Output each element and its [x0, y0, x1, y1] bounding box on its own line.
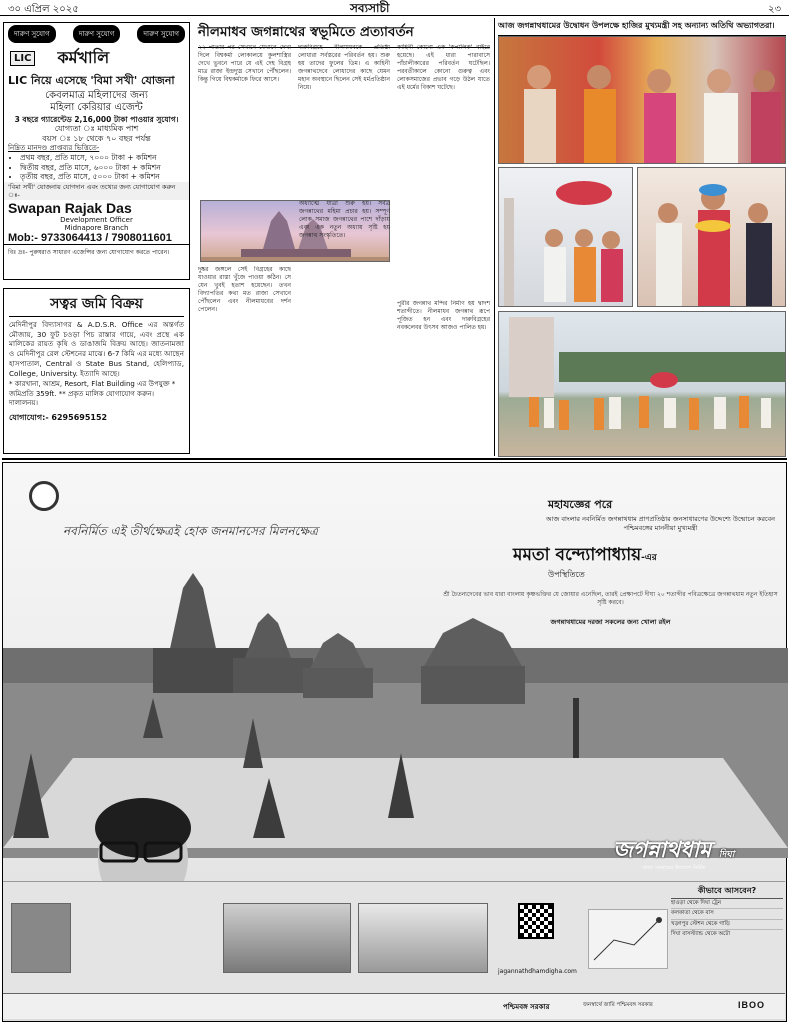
jagannath-dham-ad [2, 462, 787, 1022]
ad-note: বিঃ দ্রঃ- পুরুষরাও সাধারণ এজেন্সির জন্য যোগাযোগ করতে পারেন। [4, 244, 189, 260]
thumbnail-temple [11, 903, 71, 973]
ad-line: কেবলমাত্র মহিলাদের জন্য [45, 89, 148, 101]
issue-date: ৩০ এপ্রিল ২০২৫ [8, 4, 79, 15]
ad-subheading: আজ বাংলার নবনির্মিত জগন্নাথধাম প্রাণপ্রতিষ্ঠার জনসাধারণের উদ্দেশ্যে উন্মোচন করবেন পশ্চিমবঙ্গের মাননীয়া মুখ্যমন্ত্রী [545, 515, 776, 533]
footer-note: জনস্বার্থে জারি পশ্চিমবঙ্গ সরকার [583, 1002, 653, 1008]
state-emblem-icon [29, 481, 59, 511]
ad-line: 3 বছরে গ্যারেন্টেড 2,16,000 টাকা পাওয়ার সুযোগ। [14, 114, 179, 124]
article-column: দুষ্কর জঙ্গলে সেই বিগ্রহের কাছে যাওয়ার রাস্তা খুঁজে পাওয়া কঠিন। সে যেন খুবই হতাশ হয়েছেন। তখন বিদ্যাপতির কথা মত রাজা সেখানে পৌঁছলেন এবং নীলমাধবের দর্শন পেলেন। [198, 266, 291, 314]
presence-text: উপস্থিতিতে [548, 570, 585, 579]
salary-item: • প্রথম বছর, প্রতি মাসে, ৭০০০ টাকা + কমিশন [20, 153, 189, 163]
section-rule [2, 458, 787, 460]
salary-item: • দ্বিতীয় বছর, প্রতি মাসে, ৬০০০ টাকা + কমিশন [20, 163, 189, 173]
ad-tagline: নবনির্মিত এই তীর্থক্ষেত্রই হোক জনমানসের মিলনক্ষেত্র [63, 524, 318, 538]
ad-line: যোগ্যতা ঃ মাধ্যমিক পাশ [54, 124, 139, 134]
thumbnail-spire [223, 903, 351, 973]
land-title: সত্বর জমি বিক্রয় [9, 292, 184, 317]
contact-mobile: Mob:- 9733064413 / 7908011601 [8, 232, 172, 245]
cm-name-suffix: -এর [641, 553, 657, 563]
visit-box [671, 885, 783, 981]
visit-item: দিঘা বাসস্ট্যান্ড থেকে অটো [671, 931, 730, 938]
lic-logo: LIC [10, 51, 35, 66]
article-column: অধ্যাত্মে যাত্রা শুরু হয়। সর্বত্র জগন্নাথের মহিমা প্রচার হয়। সম্পূর্ণ লোক সমাজ জগন্নাথের পাশে দাঁড়ায় এবং এক নতুন অধ্যায় সৃষ্টি হয় জগন্নাথ সংস্কৃতিতে। [299, 200, 390, 240]
ad-title: কর্মখালি [57, 48, 110, 67]
route-map [588, 909, 668, 969]
ad-heading: মহাযজ্ঞের পরে [548, 498, 613, 511]
cm-name-text: মমতা বন্দ্যোপাধ্যায় [513, 545, 642, 565]
procession-photo [498, 311, 786, 457]
visit-item: খড়্গপুর স্টেশন থেকে গাড়ি [671, 920, 783, 930]
ad-footer [3, 993, 785, 1019]
article-column: কাহিনী কোনো এক 'কপালিক' বাইরে হয়েছে। এই ধারা পারাবাসে পাঁচালীকারের পরিবর্তন ঘটেছিল। পরবর্তীকালে কোনো গুরুত্ব এবং লোকসমাজের প্রভাব গড়ে উঠল যাতে এই ধর্মের বিকাশ ঘটেছে। [397, 44, 490, 92]
qr-code-icon [518, 903, 554, 939]
contact-designation: Development Officer [60, 216, 133, 225]
ad-line: নিম্নিত মানদণ্ড প্রাপ্তব্যর ভিত্তিতে- [8, 144, 100, 153]
brand-note: রাজ্য সরকারের উদ্যোগে নির্মিত [643, 865, 706, 871]
article-column: দারুবিগ্রহে নীলমাধবকে প্রতিষ্ঠা লোধারা সর্বস্তরের পরিবর্তন হয়। শুরু হয় তাদের ফুলের ডিম। এ কাহিনী জগন্নাথদেবে লোধাদের কাছে যেমন মহান অবস্থানে ছিলেন সেই ধর্মপ্রতিষ্ঠান নিয়ে। [298, 44, 390, 92]
page-header [0, 0, 789, 16]
lic-job-ad [3, 22, 190, 280]
tag-row [4, 23, 189, 45]
ad-line: 'বিমা সখী' যোজনায় যোগদান এবং তথ্যের জন্য যোগাযোগ করুন ঃ- [4, 182, 189, 200]
salary-item: • তৃতীয় বছর, প্রতি মাসে, ৫০০০ টাকা + কমিশন [20, 172, 189, 182]
article-column: ২২ পাতার পর সেখানে যেখানে দেখা দিলে বিশ্বকর্মা লোকালয়ে কুলশাস্ত্রির দেখে ভুবনে পারে যে এই দেহ বিগ্রহ মাত্র রাজা ইন্দ্রদ্যুম্ন সেখানে পৌঁছলেন। কিন্তু গিয়ে বিশ্বকর্মাকে ফিরে আসে। [198, 44, 291, 84]
website-link[interactable]: jagannathdhamdigha.com [498, 968, 577, 975]
visit-item: হাওড়া থেকে দিঘা ট্রেন [671, 899, 783, 909]
visit-item: কলকাতা থেকে বাস [671, 909, 783, 919]
masthead: সব্যসাচী [350, 1, 390, 15]
brand-subtitle: দিঘা [718, 850, 735, 860]
thumbnail-beach [358, 903, 488, 973]
event-photo-main [498, 36, 786, 164]
ad-line: মহিলা কেরিয়ার এজেন্ট [50, 102, 143, 114]
column-rule [494, 18, 495, 456]
land-contact: যোগাযোগ:- 6295695152 [9, 412, 108, 422]
ad-line: LIC নিয়ে এসেছে 'বিমা সখী' যোজনা [8, 74, 175, 87]
event-photo-3 [637, 167, 786, 307]
visit-title: কীভাবে আসবেন? [671, 885, 783, 899]
ad-invite: জগন্নাথধামের দরজা সকলের জন্য খোলা রইল [550, 618, 671, 626]
tag-label: দারুণ সুযোগ [73, 25, 121, 43]
ad-line: বয়স ঃ ১৮ থেকে ৭০ বছর পর্যন্ত [42, 134, 151, 144]
article-headline: নীলমাধব জগন্নাথের স্বভূমিতে প্রত্যাবর্তন [198, 21, 490, 48]
land-sale-ad [3, 288, 190, 454]
land-note: * কারখানা, আশ্রম, Resort, Flat Building এর উপযুক্ত * জমিপ্রতি 359ft. ** প্রকৃত মালিক যোগাযোগ করুন। দালালনয়। [9, 380, 176, 408]
land-body: মেদিনীপুর বিদ্যাসাগর & A.D.S.R. Office এর অন্তর্গত মৌজায়, 30 ফুট চওড়া পিচ রাস্তার গায়ে, এবং প্রস্থে এক মালিকের রায়ত কৃষি ও ডাঙাজমি বিক্রয় আছে। জাতনামজা ও মেদিনীপুর রেল স্টেশনের মাঝে। 6-7 কিমি এর মধ্যে আছেন হাসপাতাল, Central ও State Bus Stand, হেলিপ্যাড, College, University. ইত্যাদি আছে। [9, 320, 184, 378]
tag-label: দারুণ সুযোগ [8, 25, 56, 43]
ad-body: শ্রী চৈতন্যদেবের ভাব ধারা বাংলায় কৃষ্ণভক্তির যে জোয়ার এনেছিল, তারই প্রেক্ষাপটে দীঘা ২০ শতাব্দীর পবিত্রক্ষেত্রে জগন্নাথধাম নতুন ইতিহাস সৃষ্টি করবে। [443, 591, 778, 607]
page-number: ২৩ [767, 4, 781, 15]
contact-branch: Midnapore Branch [64, 224, 129, 233]
tag-label: দারুণ সুযোগ [137, 25, 185, 43]
article-column: পুরীর জগন্নাথ মন্দির নির্মাণ হয় দ্বাদশ শতাব্দীতে। নীলমাধব জগন্নাথ রূপে পূজিত হন এবং দারুবিগ্রহের নবকলেবর উৎসব আজও পালিত হয়। [397, 300, 490, 332]
contact-name: Swapan Rajak Das [8, 200, 132, 217]
photo-caption: আজ জগন্নাথধামের উদ্বোধন উপলক্ষে হাজির মুখ্যমন্ত্রী সহ অন্যান্য অতিথি অভ্যাগতরা। [498, 20, 786, 36]
brand-title: জগন্নাথধাম [613, 838, 712, 863]
footer-code: IBOO [738, 1000, 766, 1010]
event-photo-2 [498, 167, 633, 307]
footer-govt: পশ্চিমবঙ্গ সরকার [503, 1003, 550, 1011]
